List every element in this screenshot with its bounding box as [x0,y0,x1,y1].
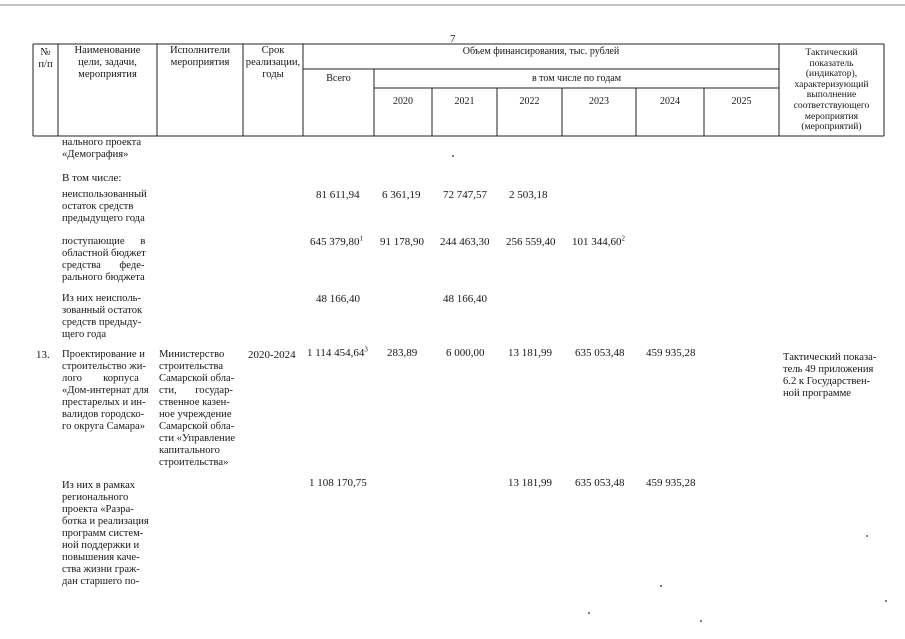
row-13-2021: 6 000,00 [446,347,485,359]
row-unused-balance-2020: 6 361,19 [382,189,421,201]
row-federal-funds-name: поступающие в областной бюджет средства феде- рального бюджета [62,236,146,283]
row-federal-unused-2021: 48 166,40 [443,293,487,305]
row-13-2020: 283,89 [387,347,418,359]
row-13-2024: 459 935,28 [646,347,696,359]
header-col-name: Наименование цели, задачи, мероприятия [74,45,141,80]
header-year-2023: 2023 [589,96,609,107]
header-col-number: № п/п [38,47,53,70]
row-13-name: Проектирование и строительство жи- лого корпуса «Дом-интернат для престарелых и ин- валидов городско- го округа Самара» [62,349,149,432]
header-year-2020: 2020 [393,96,413,107]
row-unused-balance-name: неиспользованный остаток средств предыдущего года [62,189,147,224]
row-federal-unused-total: 48 166,40 [316,293,360,305]
header-year-2022: 2022 [519,96,540,107]
row-regional-project-name: Из них в рамках регионального проекта «Разра- ботка и реализация программ систем- ной поддержки и повышения каче- ства жизни граж- дан старшего по- [62,480,149,587]
row-regional-project-2023: 635 053,48 [575,477,625,489]
row-13-term: 2020-2024 [248,349,296,361]
row-regional-project-2022: 13 181,99 [508,477,552,489]
header-year-2025: 2025 [731,96,752,107]
header-col-indicator: Тактический показатель (индикатор), характеризующий выполнение соответствующего мероприятия (мероприятий) [793,47,870,133]
row-13-executor: Министерство строительства Самарской обла- сти, государ- ственное казен- ное учреждение Самарской обла- сти «Управление капитального строительства» [159,349,236,468]
row-13-2023: 635 053,48 [575,347,625,359]
row-13-number: 13. [36,349,50,361]
header-col-by-year: в том числе по годам [531,73,622,84]
row-federal-funds-2023: 101 344,60$^2$ [572,234,625,248]
row-regional-project-2024: 459 935,28 [646,477,696,489]
header-year-2024: 2024 [660,96,680,107]
header-col-total: Всего [326,73,351,84]
row-federal-unused-name: Из них неисполь- зованный остаток средств предыду- щего года [62,293,143,340]
row-regional-project-total: 1 108 170,75 [309,477,367,489]
row-13-indicator: Тактический показа- тель 49 приложения 6.2 к Государствен- ной программе [783,352,877,399]
including-label: В том числе: [62,172,122,184]
row-unused-balance-2021: 72 747,57 [443,189,487,201]
row-13-2022: 13 181,99 [508,347,552,359]
header-col-finance: Объем финансирования, тыс. рублей [462,46,620,57]
row-federal-funds-2022: 256 559,40 [506,236,556,248]
header-year-2021: 2021 [454,96,475,107]
row-unused-balance-2022: 2 503,18 [509,189,548,201]
header-col-term: Срок реализации, годы [245,45,301,80]
row-13-total: 1 114 454,64$^3$ [307,345,368,359]
row-federal-funds-2021: 244 463,30 [440,236,490,248]
header-col-executors: Исполнители мероприятия [169,45,231,68]
continued-name: нального проекта «Демография» [62,137,142,160]
row-federal-funds-total: 645 379,80$^1$ [310,234,363,248]
row-unused-balance-total: 81 611,94 [316,189,360,201]
page-number: 7 [450,33,456,45]
row-federal-funds-2020: 91 178,90 [380,236,424,248]
